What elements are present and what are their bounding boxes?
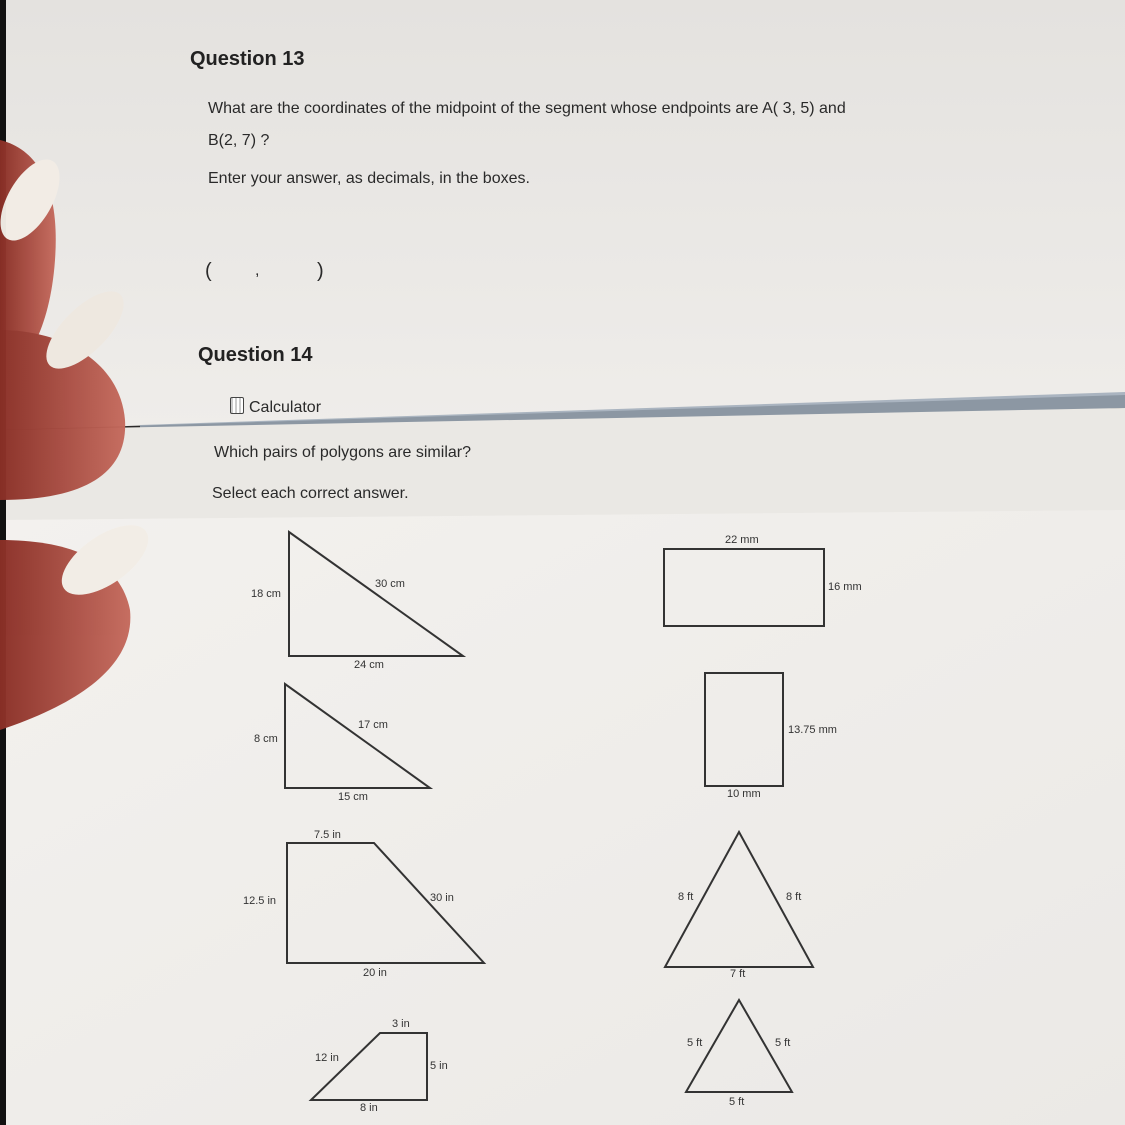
answer-close-paren: ) xyxy=(317,260,324,282)
paper-sheet-bottom xyxy=(0,510,1125,1125)
trap-small-slant-label: 12 in xyxy=(315,1052,339,1064)
question-14-text: Which pairs of polygons are similar? xyxy=(214,444,471,461)
tri-iso-small-bottom-label: 5 ft xyxy=(729,1096,745,1108)
calculator-label: Calculator xyxy=(249,399,322,416)
tri-large-bottom-label: 24 cm xyxy=(354,659,384,671)
tri-iso-small-right-label: 5 ft xyxy=(775,1037,791,1049)
tri-iso-large-bottom-label: 7 ft xyxy=(730,968,746,980)
question-13-text-line1: What are the coordinates of the midpoint of the segment whose endpoints are A( 3, 5) and xyxy=(208,100,846,117)
tri-small-left-label: 8 cm xyxy=(254,733,278,745)
rect-wide-top-label: 22 mm xyxy=(725,534,759,546)
tri-iso-large-right-label: 8 ft xyxy=(786,891,802,903)
rect-tall-right-label: 13.75 mm xyxy=(788,724,837,736)
trap-large-left-label: 12.5 in xyxy=(243,895,277,907)
answer-open-paren: ( xyxy=(205,260,212,282)
trap-large-slant-label: 30 in xyxy=(430,892,454,904)
question-14-instruction: Select each correct answer. xyxy=(212,485,409,502)
tri-large-hyp-label: 30 cm xyxy=(375,578,405,590)
calculator-icon xyxy=(230,397,244,414)
tri-iso-small-left-label: 5 ft xyxy=(687,1037,703,1049)
question-13-title: Question 13 xyxy=(190,48,305,70)
trap-small-bottom-label: 8 in xyxy=(360,1102,378,1114)
trap-large-bottom-label: 20 in xyxy=(363,967,387,979)
answer-x-box[interactable] xyxy=(220,262,248,282)
trap-small-right-label: 5 in xyxy=(430,1060,448,1072)
tri-large-left-label: 18 cm xyxy=(251,588,281,600)
rect-tall-bottom-label: 10 mm xyxy=(727,788,761,800)
calculator-link[interactable] xyxy=(230,397,321,417)
tri-small-hyp-label: 17 cm xyxy=(358,719,388,731)
rect-wide-right-label: 16 mm xyxy=(828,581,862,593)
trap-small-top-label: 3 in xyxy=(392,1018,410,1030)
answer-separator: , xyxy=(255,262,260,279)
tri-small-bottom-label: 15 cm xyxy=(338,791,368,803)
trap-large-top-label: 7.5 in xyxy=(314,829,341,841)
paper-sheet-top xyxy=(0,0,1125,430)
question-13-text-line2: B(2, 7) ? xyxy=(208,132,270,149)
answer-y-box[interactable] xyxy=(268,262,308,282)
tri-iso-large-left-label: 8 ft xyxy=(678,891,694,903)
question-13-instruction: Enter your answer, as decimals, in the boxes. xyxy=(208,170,530,187)
question-14-title: Question 14 xyxy=(198,344,313,366)
